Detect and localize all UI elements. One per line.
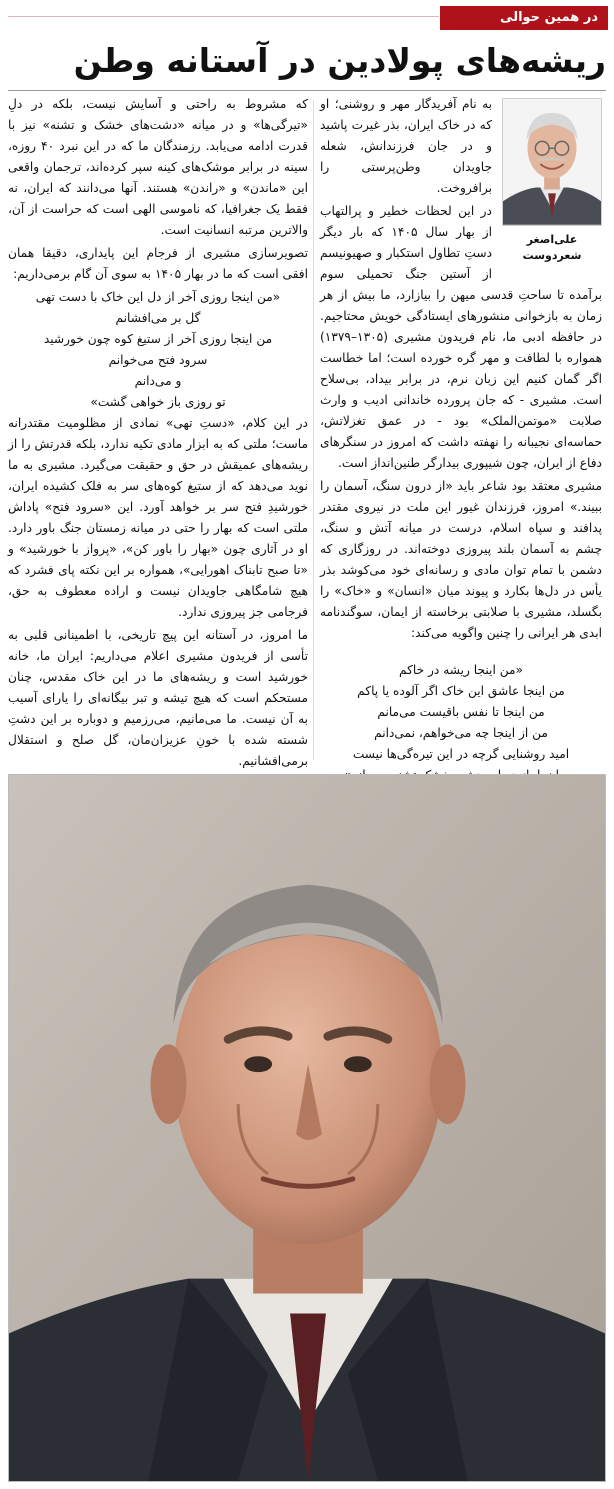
poem-line: سرود فتح می‌خوانم <box>108 353 208 367</box>
poem-line: و می‌دانم <box>134 374 182 388</box>
author-name: علی‌اصغر شعردوست <box>522 233 582 262</box>
poet-portrait-image <box>9 775 605 1481</box>
paragraph: به نام آفریدگار مهر و روشنی؛ او که در خاک ایران، بذر غیرت پاشید و در جان فرزندانش، شعله جاویدان وطن‌پرستی را برافروخت. <box>320 97 492 195</box>
main-photo <box>8 774 606 1482</box>
paragraph: که مشروط به راحتی و آسایش نیست، بلکه در دلِ «تیرگی‌ها» و در میانه «دشت‌های خشک و تشنه» نیز با قدرت ادامه می‌یابد. رزمندگان ما که در این نبرد ۴۰ روزه، سینه در برابر موشک‌های کینه سپر کرده‌اند، ترجمان واقعی این «ماندن» و «راندن» هستند. آنها می‌دانند که ایران، نه فقط یک جغرافیا، که ناموسی الهی است که حراست از آن، والاترین مرتبه انسانیت است. <box>8 97 308 237</box>
poem-line: من اینجا عاشق این خاک اگر آلوده یا پاکم <box>357 684 565 698</box>
column-divider <box>313 100 314 760</box>
paragraph: ما امروز، در آستانه این پیچ تاریخی، با اطمینانی قلبی به تأسی از فریدون مشیری اعلام می‌داریم: ایران ما، خانه خورشید است و ریشه‌های ما در این خاک مقدس، چنان مستحکم است که هیچ تیشه و تبر بیگانه‌ای را یارای آسیب به آن نیست. ما می‌مانیم، می‌رزمیم و دوباره بر این دشتِ شسته شده با خونِ عزیزان‌مان، گل صلح و استقلال برمی‌افشانیم. <box>8 628 308 768</box>
poem-line: من اینجا تا نفس باقیست می‌مانم <box>377 705 545 719</box>
author-portrait-image <box>503 99 601 225</box>
article-column-left <box>8 94 308 768</box>
article-headline: ریشه‌های پولادین در آستانه وطن <box>73 41 606 80</box>
spacer <box>320 646 602 660</box>
paragraph: در این لحظات خطیر و پرالتهاب از بهار سال ۱۴۰۵ که بار دیگر دستِ تطاول استکبار و صهیونیسم از آستین جنگ تحمیلی سوم برآمده تا ساحتِ قدسی میهن را بیازارد، ما بیش از هر زمان به بازخوانی منشورهای ایستادگی خویش محتاجیم. در حافظه ادبی ما، نام فریدون مشیری (۱۳۰۵–۱۳۷۹) همواره با لطافت و مهر گره خورده است؛ اما خطاست اگر گمان کنیم این زبان نرم، در برابر بیداد، بی‌سلاح است. مشیری - که جان پرورده خاندانی ادیب و وارث صلابت «موتمن‌الملک» بود - در عمق تغزلاتش، حماسه‌ای نجیبانه را نهفته داشت که امروز در سنگرهای دفاع از ایران، چون شیپوری بیدارگر طنین‌انداز است. <box>320 204 602 470</box>
paragraph: در این کلام، «دستِ تهی» نمادی از مظلومیت مقتدرانه ماست؛ ملتی که به ابزار مادی تکیه ندارد، بلکه قدرتش را از ریشه‌های عمیقش در حق و حقیقت می‌گیرد. مشیری به ما نوید می‌دهد که از ستیغ کوه‌های سر به فلک کشیده ایران، خورشیدِ فتح سر بر خواهد آورد. این «سرود فتح» پاداش ملتی است که بهار را حتی در میانه زمستان جنگ باور دارد. او در آثاری چون «بهار را باور کن»، «پرواز با خورشید» و «تا صبح تابناک اهورایی»، همواره بر این نکته پای فشرد که هیچ شامگاهی جاویدان نیست و اراده معطوف به حق، فرجامی جز پیروزی ندارد. <box>8 416 308 619</box>
author-photo <box>502 98 602 226</box>
headline-rule <box>8 90 606 91</box>
poem-line: تو روزی باز خواهی گشت» <box>90 395 226 409</box>
poem-line: گل بر می‌افشانم <box>115 311 201 325</box>
paragraph: تصویرسازی مشیری از فرجام این پایداری، دقیقا همان افقی است که ما در بهار ۱۴۰۵ به سوی آن گام برمی‌داریم: <box>8 246 308 281</box>
section-rule <box>8 16 439 17</box>
section-header-bar <box>0 6 614 28</box>
paragraph: مشیری معتقد بود شاعر باید «از درون سنگ، آسمان را ببیند.» امروز، فرزندان غیور این ملت در نیروی مقتدر پدافند و سپاه اسلام، درست در میانه آتش و سنگ، چشم به آسمان بلند پیروزی دوخته‌اند. در روزگاری که دشمن با تمام توان مادی و رسانه‌ای خود می‌کوشد بذر یأس در دل‌ها بکارد و پیوند میان «انسان» و «خاک» را بگسلد، مشیری با صلابتی برخاسته از ایمان، سوگندنامه ابدی هر ایرانی را چنین واگویه می‌کند: <box>320 479 602 640</box>
poem-line: «من اینجا ریشه در خاکم <box>399 663 523 677</box>
poem-line: من از اینجا چه می‌خواهم، نمی‌دانم <box>374 726 548 740</box>
poem-line: امید روشنایی گرچه در این تیره‌گی‌ها نیست <box>352 747 570 761</box>
section-tag: در همین حوالی <box>440 6 608 30</box>
poem-line: من اینجا روزی آخر از ستیغ کوه چون خورشید <box>43 332 273 346</box>
poem-line: «من اینجا روزی آخر از دل این خاک با دست تهی <box>35 290 281 304</box>
